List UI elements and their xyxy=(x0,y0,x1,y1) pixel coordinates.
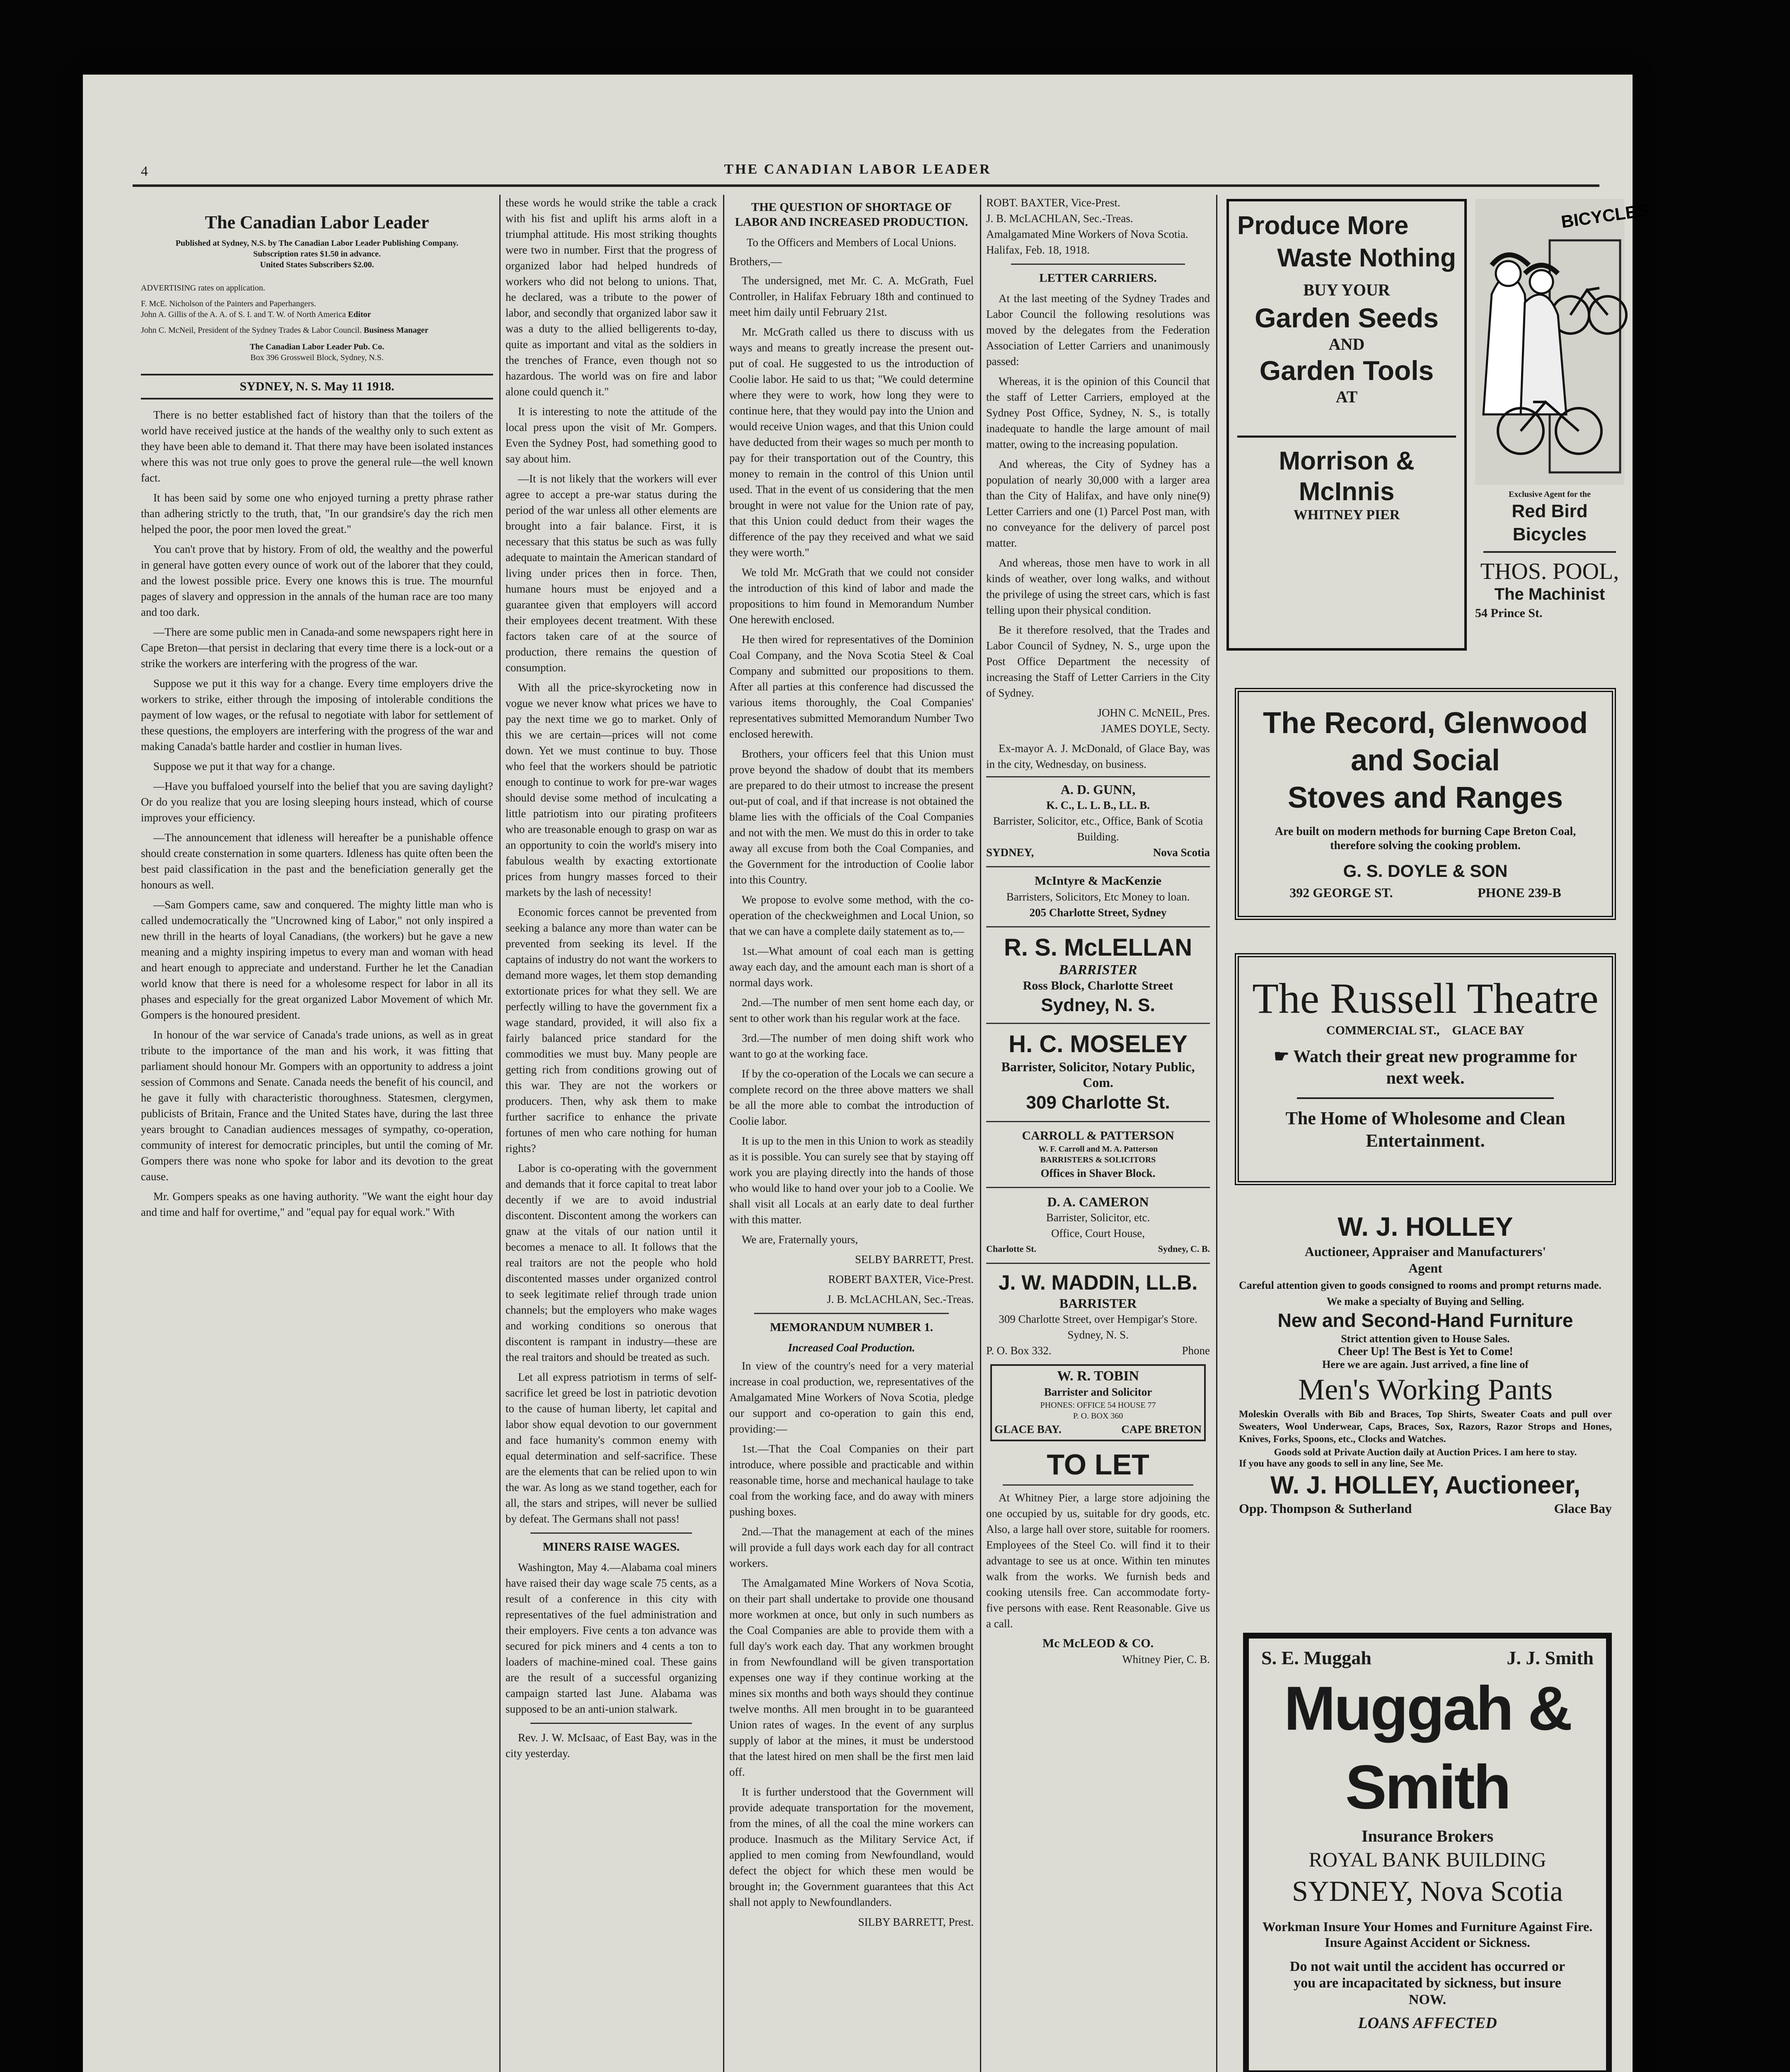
carroll-name: CARROLL & PATTERSON xyxy=(1022,1129,1174,1143)
muggah-name: Muggah & Smith xyxy=(1284,1673,1571,1822)
maddin-title: BARRISTER xyxy=(1059,1296,1137,1311)
divider xyxy=(986,776,1210,777)
cameron-location: Charlotte St. Sydney, C. B. xyxy=(986,1244,1210,1254)
page-number: 4 xyxy=(141,164,148,179)
subscription-rate: Subscription rates $1.50 in advance. xyxy=(253,249,381,259)
article-paragraph: Labor is co-operating with the government and demands that it force capital to treat labor decently if we are to avoid industrial discontent. Discontent among the workers can gnaw at the vitals of our nation until it becomes a menace to all. It follows that the real traitors are not the people who hold discontented masses under organized control to seek legitimate relief through trade union channels; but the employers who make wages and working conditions so onerous that discontent is rampant in industry—these are the real traitors and should be treated as such. xyxy=(506,1162,717,1363)
russell-ad xyxy=(1235,953,1616,1185)
personal-note: Rev. J. W. McIsaac, of East Bay, was in the city yesterday. xyxy=(506,1731,717,1760)
muggah-city: SYDNEY, Nova Scotia xyxy=(1292,1876,1563,1907)
morrison-line: BUY YOUR xyxy=(1303,281,1390,299)
paper-title: The Canadian Labor Leader xyxy=(205,212,429,232)
mclellan-city: Sydney, N. S. xyxy=(1041,995,1155,1015)
divider xyxy=(986,1121,1210,1122)
maddin-name: J. W. MADDIN, LL.B. xyxy=(998,1271,1198,1294)
tobin-title: Barrister and Solicitor xyxy=(1044,1386,1152,1398)
salutation: To the Officers and Members of Local Unions. xyxy=(747,236,956,249)
morrison-line: Garden Seeds xyxy=(1255,303,1439,333)
letter-paragraph: It is up to the men in this Union to work as steadily as it is possible. You can surely see that by staying off work you are playing directly into the hands of those who would like to hand over your job to a Coolie. We shall visit all Locals at an early date to deal further with this matter. xyxy=(729,1135,974,1226)
morrison-line: AT xyxy=(1335,387,1358,406)
memorandum-item: 2nd.—That the management at each of the mines will provide a full days work each day for all contract workers. xyxy=(729,1525,974,1569)
editorial-paragraph: Suppose we put it this way for a change. Every time employers drive the workers to strike, either through the imposing of intolerable conditions the payment of low wages, or the refusal to negotiate with labor for settlement of these questions, the employers are interfering with the progress of the war and making Canada's battle harder and costlier in human lives. xyxy=(141,677,493,753)
moseley-text: Barrister, Solicitor, Notary Public, Com. xyxy=(1001,1059,1195,1090)
column-rule xyxy=(499,195,501,2072)
us-subscription-rate: United States Subscribers $2.00. xyxy=(260,260,374,269)
to-let-signature: Mc McLEOD & CO. xyxy=(1042,1636,1154,1650)
editorial-paragraph: —Have you buffaloed yourself into the belief that you are saving daylight? Or do you realize that you are losing sleeping hours instead, which of course improves your efficiency. xyxy=(141,780,493,824)
holley-address: Opp. Thompson & Sutherland Glace Bay xyxy=(1239,1501,1612,1516)
letter-paragraph: He then wired for representatives of the Dominion Coal Company, and the Nova Scotia Steel & Coal Company and submitted our propositions to them. After all parties at this conference had discussed the various items thoroughly, the Coal Companies' representatives submitted Memorandum Number Two enclosed herewith. xyxy=(729,633,974,740)
signature: SELBY BARRETT, Prest. xyxy=(855,1253,974,1266)
holley-text: Here we are again. Just arrived, a fine line of xyxy=(1322,1358,1529,1370)
doyle-ad xyxy=(1235,688,1616,920)
column-3 xyxy=(729,195,974,2072)
article-paragraph: these words he would strike the table a crack with his fist and uplift his arms aloft in a triumphal attitude. His most striking thoughts were two in number. First that the progress of organized labor had helped hundreds of workers who did not belong to unions. That, he declared, was a tribute to the power of labor, and secondly that organized labor saw it was a duty to the allied belligerents to-day, quite as important and vital as the soldiers in the trenches of France, even though not so hazardous. The world was on fire and labor alone could quench it." xyxy=(506,196,717,398)
doyle-contact: 392 GEORGE ST. PHONE 239-B xyxy=(1289,885,1561,900)
article-paragraph: It is interesting to note the attitude of the local press upon the visit of Mr. Gompers. Even the Sydney Post, had something good to say about him. xyxy=(506,405,717,465)
article-paragraph: Let all express patriotism in terms of self-sacrifice let greed be lost in patriotic devotion to the cause of human liberty, let capital and labor show equal devotion to our government and face humanity's common enemy with equal determination and self-sacrifice. These are the elements that can be relied upon to win the war. As long as we stand together, each for all, the stars and stripes, will never be sullied by defeat. The Germans shall not pass! xyxy=(506,1371,717,1525)
muggah-partners: S. E. Muggah J. J. Smith xyxy=(1261,1647,1594,1668)
staff-line: F. McE. Nicholson of the Painters and Paperhangers. xyxy=(141,299,316,308)
holley-pants: Men's Working Pants xyxy=(1298,1373,1553,1406)
editorial-paragraph: It has been said by some one who enjoyed turning a pretty phrase rather than adhering strictly to the truth, that, "In our grandsire's day the rich men helped the poor, the poor men loved the great." xyxy=(141,491,493,535)
letter-paragraph: If by the co-operation of the Locals we can secure a complete record on the three above matters we shall be all the more able to combat the introduction of Coolie labor. xyxy=(729,1067,974,1127)
editorial-paragraph: You can't prove that by history. From of old, the wealthy and the powerful in general have gotten every ounce of work out of the laborer that they could, and the lowest possible price. Every one knows this is true. The mournful pages of slavery and oppression in the annals of the human race are too many and too dark. xyxy=(141,543,493,618)
holley-furniture: New and Second-Hand Furniture xyxy=(1277,1310,1573,1331)
mcintyre-name: McIntyre & MacKenzie xyxy=(1035,874,1161,888)
signature: J. B. McLACHLAN, Sec.-Treas. xyxy=(986,212,1133,225)
article-headline: THE QUESTION OF SHORTAGE OF LABOR AND INCREASED PRODUCTION. xyxy=(735,201,968,229)
cameron-text: Barrister, Solicitor, etc. xyxy=(1046,1211,1150,1224)
company-address: Box 396 Grossweil Block, Sydney, N.S. xyxy=(250,353,384,362)
letter-item: 1st.—What amount of coal each man is getting away each day, and the amount each man is short of a normal days work. xyxy=(729,945,974,989)
muggah-warning: Do not wait until the accident has occurred or you are incapacitated by sickness, but insure NOW. xyxy=(1289,1959,1565,2007)
muggah-brokers: Insurance Brokers xyxy=(1361,1827,1494,1845)
muggah-bank: ROYAL BANK BUILDING xyxy=(1309,1848,1546,1871)
column-rule xyxy=(980,195,981,2072)
divider xyxy=(754,1313,949,1314)
column-1 xyxy=(141,195,493,2072)
holley-title: Auctioneer, Appraiser and Manufacturers' Agent xyxy=(1304,1244,1546,1276)
divider xyxy=(1003,1484,1193,1486)
holley-ad xyxy=(1231,1210,1620,1616)
article-headline: LETTER CARRIERS. xyxy=(1039,271,1157,285)
divider xyxy=(1011,264,1185,265)
carroll-partners: W. F. Carroll and M. A. Patterson xyxy=(1038,1145,1158,1154)
tobin-box: P. O. BOX 360 xyxy=(1073,1411,1123,1421)
doyle-title: Stoves and Ranges xyxy=(1287,781,1563,814)
tobin-name: W. R. TOBIN xyxy=(1057,1368,1139,1384)
article-paragraph: With all the price-skyrocketing now in vogue we never know what prices we have to pay the next time we go to market. Only of this we are certain—prices will not come down. Yet we must continue to buy. Those who feel that the workers should be patriotic enough to continue to work for pre-war wages should devise some method of inculcating a little patriotism into our pirating profiteers who are treasonable enough to grasp on war as an opportunity to coin the world's misery into fabulous wealth by exacting extortionate prices from hungry masses forced to their markets by the lash of necessity! xyxy=(506,681,717,898)
morrison-location: WHITNEY PIER xyxy=(1293,507,1400,523)
pool-brand: Red Bird Bicycles xyxy=(1512,501,1588,545)
signature-date: Halifax, Feb. 18, 1918. xyxy=(986,244,1090,256)
editorial-paragraph: —Sam Gompers came, saw and conquered. The mighty little man who is called undemocratically the "Uncrowned king of Labor," not only inspired a new thrill in the hearts of loyal Canadians, (the workers) but he gave a new meaning and a mighty inspiring impetus to every man and woman with head and heart enough to appreciate and understand. Further he let the Canadian world know that there is need for a wholesome respect for labor in all its phases and especially for the great organized Labor Movement of which Mr. Gompers is the honoured president. xyxy=(141,898,493,1021)
holley-text: Strict attention given to House Sales. xyxy=(1341,1333,1510,1345)
holley-text: We make a specialty of Buying and Selling. xyxy=(1326,1295,1524,1307)
muggah-ad xyxy=(1243,1633,1612,2072)
holley-list: Moleskin Overalls with Bib and Braces, Top Shirts, Sweater Coats and pull over Sweaters, Wool Underwear, Caps, Braces, Sox, Razors, Razor Strops and Hones, Knives, Forks, Spoons, etc., Clocks and Watches. xyxy=(1239,1409,1612,1445)
letter-paragraph: Brothers, your officers feel that this Union must prove beyond the shadow of doubt that its members are prepared to do their utmost to increase the present out-put of coal, and if that increase is not obtained the blame lies with the officials of the Coal Companies and not with the men. We must do this in order to take away all excuse from both the Coal Companies, and the Government for the introduction of Coolie labor into this Country. xyxy=(729,748,974,886)
russell-location: COMMERCIAL ST., GLACE BAY xyxy=(1326,1024,1525,1037)
personal-note: Ex-mayor A. J. McDonald, of Glace Bay, was in the city, Wednesday, on business. xyxy=(986,742,1210,770)
doyle-name: G. S. DOYLE & SON xyxy=(1343,861,1508,881)
bicycle-sign: BICYCLES xyxy=(1560,200,1650,232)
article-paragraph: Be it therefore resolved, that the Trades and Labor Council of Sydney, N. S., urge upon the Post Office Department the necessity of increasing the Staff of Letter Carriers in the City of Sydney. xyxy=(986,624,1210,699)
gunn-location: SYDNEY, Nova Scotia xyxy=(986,846,1210,859)
to-let-location: Whitney Pier, C. B. xyxy=(1122,1653,1210,1665)
article-headline: MINERS RAISE WAGES. xyxy=(542,1540,680,1554)
editorial-paragraph: Suppose we put it that way for a change. xyxy=(153,760,335,772)
newspaper-page xyxy=(83,75,1650,2072)
tobin-card xyxy=(990,1364,1206,1441)
divider xyxy=(986,1187,1210,1188)
maddin-contact: P. O. Box 332. Phone xyxy=(986,1344,1210,1357)
article-paragraph: And whereas, the City of Sydney has a population of nearly 30,000 with a larger area than the City of Halifax, and have only nine(9) Letter Carriers and one (1) Parcel Post man, with no conveyance for the delivery of parcel post matter. xyxy=(986,458,1210,549)
signature: JOHN C. McNEIL, Pres. xyxy=(1097,707,1210,719)
holley-text: Careful attention given to goods consigned to rooms and prompt returns made. xyxy=(1239,1279,1601,1291)
holley-text: If you have any goods to sell in any line, See Me. xyxy=(1239,1458,1443,1469)
pool-address: 54 Prince St. xyxy=(1475,606,1543,620)
column-rule xyxy=(723,195,724,2072)
muggah-loans: LOANS AFFECTED xyxy=(1358,2014,1497,2032)
maddin-address: 309 Charlotte Street, over Hempigar's Store. Sydney, N. S. xyxy=(999,1313,1197,1341)
russell-title: The Russell Theatre xyxy=(1252,975,1599,1022)
moseley-address: 309 Charlotte St. xyxy=(1026,1092,1170,1113)
morrison-line: Garden Tools xyxy=(1259,355,1434,386)
morrison-line: AND xyxy=(1328,335,1365,353)
article-paragraph: —It is not likely that the workers will ever agree to accept a pre-war status during the period of the war unless all other elements are brought into a fair balance. First, it is necessary that this status be such as was fully adequate to maintain the American standard of living under prices then in force. Then, humane hours must be enjoyed and a guarantee given that employers will accord their employees decent treatment. With these factors taken care of at the source of production, there remains the question of consumption. xyxy=(506,472,717,674)
signature: ROBT. BAXTER, Vice-Prest. xyxy=(986,196,1120,209)
letter-closing: We are, Fraternally yours, xyxy=(742,1233,858,1246)
divider xyxy=(986,1023,1210,1024)
doyle-title: The Record, Glenwood and Social xyxy=(1263,707,1588,777)
mclellan-name: R. S. McLELLAN xyxy=(1004,934,1193,961)
letter-item: 3rd.—The number of men doing shift work who want to go at the working face. xyxy=(729,1032,974,1060)
pointing-hand-icon: ☛ xyxy=(1273,1047,1294,1066)
cameron-office: Office, Court House, xyxy=(1051,1227,1145,1239)
memorandum-headline: MEMORANDUM NUMBER 1. xyxy=(770,1321,933,1334)
divider xyxy=(530,1723,692,1724)
gunn-name: A. D. GUNN, xyxy=(1060,782,1136,797)
column-2 xyxy=(506,195,717,2072)
divider xyxy=(986,926,1210,927)
divider xyxy=(986,1263,1210,1264)
pool-name: THOS. POOL, xyxy=(1480,559,1619,584)
article-paragraph: Washington, May 4.—Alabama coal miners have raised their day wage scale 75 cents, as a result of a conference in this city with representatives of the fuel administration and their employers. Five cents a ton advance was secured for pick miners and 4 cents a ton to loaders of machine-mined coal. These gains are the result of a successful organizing campaign started last June. Alabama was supposed to be an anti-union stalwark. xyxy=(506,1561,717,1715)
editorial-paragraph: There is no better established fact of history than that the toilers of the world have received justice at the hands of the wealthy only to such extent as they have been able to demand it. That there may have been isolated instances where this was not true only goes to prove the general rule—the well known fact. xyxy=(141,409,493,484)
russell-watch: ☛ Watch their great new programme for next week. xyxy=(1273,1047,1577,1088)
morrison-line: Produce More xyxy=(1237,211,1409,240)
bicycle-shop-illustration xyxy=(1475,199,1650,485)
article-paragraph: Economic forces cannot be prevented from seeking a balance any more than water can be prevented from seeking its level. If the captains of industry do not want the workers to demand more wages, let them stop demanding extortionate prices for what they sell. We are perfectly willing to have the government fix a wage standard, provided, it will also fix a fairly balanced price standard for the commodities we must buy. Many people are getting rich from conditions growing out of this war. They are not the workers or producers. Then, why ask them to make further sacrifice to enhance the private fortunes of men who care nothing for human rights? xyxy=(506,906,717,1155)
memorandum-item: 1st.—That the Coal Companies on their part introduce, where possible and practicable and within reasonable time, horse and mechanical haulage to take coal from the working face, and do away with miners pushing boxes. xyxy=(729,1443,974,1518)
holley-text: Cheer Up! The Best is Yet to Come! xyxy=(1338,1345,1513,1358)
divider xyxy=(1483,551,1616,553)
moseley-name: H. C. MOSELEY xyxy=(1009,1031,1188,1058)
to-let-headline: TO LET xyxy=(1047,1448,1149,1481)
letter-paragraph: Mr. McGrath called us there to discuss with us ways and means to greatly increase the present out-put of coal. He suggested to us the introduction of Coolie labor. He said to us that; "We could determine where they were to work, how long they were to continue here, that they would pay into the Union and would receive Union wages, and that this Union could have deducted from their wages so much per month to pay for their transportation out of the Country, this money to remain in the control of this Union until used. That in the event of us considering that the men brought in were not value for the Union rate of pay, that this Union could deduct from their wages the difference of the pay they received and what we said they were worth." xyxy=(729,326,974,559)
signature: SILBY BARRETT, Prest. xyxy=(858,1916,974,1928)
company-name: The Canadian Labor Leader Pub. Co. xyxy=(249,342,385,351)
mcintyre-address: 205 Charlotte Street, Sydney xyxy=(1029,906,1167,919)
advertising-rates: ADVERTISING rates on application. xyxy=(141,283,265,293)
gunn-degrees: K. C., L. L. B., LL. B. xyxy=(1046,799,1150,811)
muggah-insure: Workman Insure Your Homes and Furniture Against Fire. Insure Against Accident or Sickness. xyxy=(1262,1919,1593,1950)
editorial-paragraph: In honour of the war service of Canada's trade unions, as well as in great tribute to the importance of the man and his work, it was fitting that parliament should honour Mr. Gompers with an opportunity to address a joint session of Commons and Senate. Canada needs the benefit of his council, and he gave it fully with characteristic thoroughness. Statesmen, clergymen, publicists of Britain, France and the United States have, during the last three years brought to Canadian audiences messages of sympathy, co-operation, community of interest for democratic principles, but until the coming of Mr. Gompers there was none who spoke for labor and its devotion to the great cause. xyxy=(141,1029,493,1183)
salutation: Brothers,— xyxy=(729,255,782,268)
column-4 xyxy=(986,195,1210,2072)
pool-title: The Machinist xyxy=(1494,585,1605,603)
carroll-title: BARRISTERS & SOLICITORS xyxy=(1040,1155,1156,1164)
divider xyxy=(1297,1097,1554,1099)
cameron-name: D. A. CAMERON xyxy=(1047,1194,1149,1209)
editorial-paragraph: —There are some public men in Canada-and some newspapers right here in Cape Breton—that persist in declaring that every time there is a lock-out or a strike the workers are interfering with the progress of the war. xyxy=(141,626,493,670)
editorial-paragraph: Mr. Gompers speaks as one having authority. "We want the eight hour day and time and half for overtime," and "equal pay for equal work." With xyxy=(141,1190,493,1218)
to-let-text: At Whitney Pier, a large store adjoining the one occupied by us, suitable for dry goods, etc. Also, a large hall over store, suitable for roomers. Employees of the Steel Co. will find it to their advantage to see us at once. Within ten minutes walk from the works. We furnish beds and cooking utensils free. Can accommodate forty-five persons with ease. Rent Reasonable. Give us a call. xyxy=(986,1491,1210,1630)
header-rule xyxy=(133,184,1599,187)
publication-line: Published at Sydney, N.S. by The Canadian Labor Leader Publishing Company. xyxy=(175,239,459,248)
divider xyxy=(530,1532,692,1534)
dateline: SYDNEY, N. S. May 11 1918. xyxy=(141,374,493,399)
morrison-name: Morrison & McInnis xyxy=(1237,436,1456,507)
doyle-text: Are built on modern methods for burning Cape Breton Coal, therefore solving the cooking problem. xyxy=(1275,825,1576,852)
memorandum-paragraph: The Amalgamated Mine Workers of Nova Scotia, on their part shall undertake to provide one thousand more workmen at once, but only in such numbers as the Coal Companies are able to provide them with a full day's work each day. That any workmen brought in from Newfoundland will be given transportation expenses one way if they continue working at the mines six months and both ways should they continue twelve months. All men brought in to be guaranteed Union rates of wages. In the event of any surplus supply of labor at the mines, it must be understood that the latest hired on men shall be the first men laid off. xyxy=(729,1577,974,1778)
letter-paragraph: The undersigned, met Mr. C. A. McGrath, Fuel Controller, in Halifax February 18th and continued to meet him daily until February 21st. xyxy=(729,274,974,318)
mclellan-title: BARRISTER xyxy=(1059,962,1137,978)
memorandum-paragraph: It is further understood that the Government will provide adequate transportation for the movement, from the mines, of all the coal the mine workers can produce. Inasmuch as the Military Service Act, if applied to men coming from Newfoundland, would defect the object for which these men would be brought in; the Government guarantees that this Act shall not apply to Newfoundlanders. xyxy=(729,1786,974,1908)
column-rule xyxy=(1216,195,1217,2072)
article-paragraph: At the last meeting of the Sydney Trades and Labor Council the following resolutions was moved by the delegates from the Federation Association of Letter Carriers and unanimously passed: xyxy=(986,292,1210,368)
mcintyre-text: Barristers, Solicitors, Etc Money to loan. xyxy=(1006,891,1190,903)
masthead: THE CANADIAN LABOR LEADER xyxy=(724,162,992,177)
holley-text: Goods sold at Private Auction daily at Auction Prices. I am here to stay. xyxy=(1274,1447,1577,1458)
signature: JAMES DOYLE, Secty. xyxy=(1101,722,1210,735)
article-paragraph: Whereas, it is the opinion of this Council that the staff of Letter Carriers, employed at the Sydney Post Office, Sydney, N. S., is totally inadequate to handle the large amount of mail matter, owing to the increasing population. xyxy=(986,375,1210,450)
gunn-text: Barrister, Solicitor, etc., Office, Bank of Scotia Building. xyxy=(993,815,1203,843)
morrison-line: Waste Nothing xyxy=(1277,244,1456,272)
holley-name: W. J. HOLLEY xyxy=(1338,1212,1513,1242)
russell-tagline: The Home of Wholesome and Clean Entertainment. xyxy=(1285,1108,1565,1151)
letter-paragraph: We told Mr. McGrath that we could not consider the introduction of this kind of labor and made the propositions to him found in Memorandum Number One herewith enclosed. xyxy=(729,566,974,626)
carroll-address: Offices in Shaver Block. xyxy=(1040,1167,1156,1179)
mclellan-address: Ross Block, Charlotte Street xyxy=(1023,979,1173,992)
pool-ad xyxy=(1475,199,1650,651)
article-paragraph: And whereas, those men have to work in all kinds of weather, over long walks, and without the privilege of using the street cars, which is fast telling upon their physical condition. xyxy=(986,557,1210,616)
signature: ROBERT BAXTER, Vice-Prest. xyxy=(828,1273,974,1285)
tobin-location: GLACE BAY. CAPE BRETON xyxy=(994,1423,1202,1435)
pool-line: Exclusive Agent for the xyxy=(1509,490,1591,499)
signature: Amalgamated Mine Workers of Nova Scotia. xyxy=(986,228,1188,240)
signature: J. B. McLACHLAN, Sec.-Treas. xyxy=(827,1293,974,1305)
morrison-ad xyxy=(1226,199,1467,651)
staff-line: John A. Gillis of the A. A. of S. I. and T. W. of North America Editor xyxy=(141,310,371,319)
divider xyxy=(986,866,1210,867)
letter-paragraph: We propose to evolve some method, with the co-operation of the checkweighmen and Local Union, so that we can have a complete daily statement as to,— xyxy=(729,893,974,937)
editorial-paragraph: —The announcement that idleness will hereafter be a punishable offence should create consternation in some quarters. Idleness has quite often been the best paid classification in the past and the beneficiation generally get the honours as well. xyxy=(141,831,493,891)
holley-name-2: W. J. HOLLEY, Auctioneer, xyxy=(1270,1471,1580,1499)
tobin-phone: PHONES: OFFICE 54 HOUSE 77 xyxy=(1040,1401,1156,1410)
memorandum-paragraph: In view of the country's need for a very material increase in coal production, we, representatives of the Amalgamated Mine Workers of Nova Scotia, pledge our support and co-operation to gain this end, providing:— xyxy=(729,1360,974,1435)
letter-item: 2nd.—The number of men sent home each day, or sent to other work than his regular work at the face. xyxy=(729,996,974,1024)
staff-line: John C. McNeil, President of the Sydney Trades & Labor Council. Business Manager xyxy=(141,326,428,335)
memorandum-subhead: Increased Coal Production. xyxy=(788,1341,915,1354)
